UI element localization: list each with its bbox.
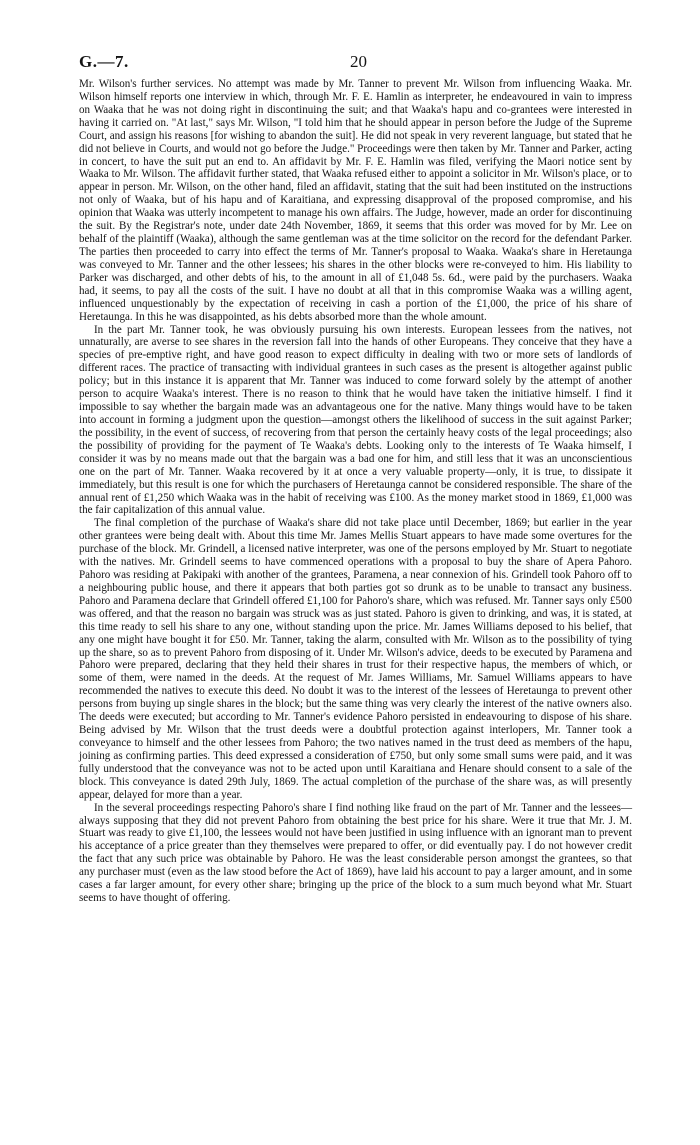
page-header	[79, 52, 632, 78]
paragraph-tanner-interests: In the part Mr. Tanner took, he was obviously pursuing his own interests. European lessees from the natives, not unnaturally, are averse to see shares in the reversion fall into the hands of other Europeans. They conceive that they have a species of pre-emptive right, and have good reason to expect difficulty in dealing with two or more sets of landlords of different races. The practice of transacting with individual grantees in such cases as the present is altogether against public policy; but in this instance it is apparent that Mr. Tanner was induced to come forward solely by the attempt of another person to acquire Waaka's interest. There is no reason to think that he would have taken the initiative himself. I find it impossible to say whether the bargain made was an advantageous one for the native. Many things would have to be taken into account in forming a judgment upon the question—amongst others the likelihood of success in the suit against Parker; the possibility, in the event of success, of recovering from that person the certainly heavy costs of the legal proceedings; also the possibility of providing for the payment of Te Waaka's debts. Looking only to the interests of Te Waaka himself, I consider it was by no means made out that the bargain was a bad one for him, and still less that it was an unconscientious one on the part of Mr. Tanner. Waaka recovered by it at once a very valuable property—only, it is true, to dissipate it immediately, but this result is one for which the purchasers of Heretaunga cannot be considered responsible. The share of the annual rent of £1,250 which Waaka was in the habit of receiving was £100. As the money market stood in 1869, £1,000 was the fair capitalization of this annual value.	[79, 323, 632, 517]
document-reference: G.—7.	[79, 52, 129, 71]
body-text	[79, 78, 632, 905]
paragraph-wilson-services: Mr. Wilson's further services. No attempt was made by Mr. Tanner to prevent Mr. Wilson from influencing Waaka. Mr. Wilson himself reports one interview in which, through Mr. F. E. Hamlin as interpreter, he endeavoured in vain to impress on Waaka that he was not doing right in discontinuing the suit; and that Waaka's hapu and co-grantees were interested in having it carried on. "At last," says Mr. Wilson, "I told him that he should appear in person before the Judge of the Supreme Court, and assign his reasons [for wishing to abandon the suit]. He did not speak in very reverent language, but stated that he did not believe in Courts, and would not go before the Judge." Proceedings were then taken by Mr. Tanner and Parker, acting in concert, to have the suit put an end to. An affidavit by Mr. F. E. Hamlin was filed, verifying the Maori notice sent by Waaka to Mr. Wilson. The affidavit further stated, that Waaka refused either to appoint a solicitor in Mr. Wilson's place, or to appear in person. Mr. Wilson, on the other hand, filed an affidavit, stating that the suit had been instituted on the instructions not only of Waaka, but of his hapu and of Karaitiana, and expressing disapproval of the proposed compromise, and his opinion that Waaka was utterly incompetent to manage his own affairs. The Judge, however, made an order for discontinuing the suit. By the Registrar's note, under date 24th November, 1869, it seems that this order was moved for by Mr. Lee on behalf of the plaintiff (Waaka), although the same gentleman was at the time solicitor on the record for the defendant Parker. The parties then proceeded to carry into effect the terms of Mr. Tanner's proposal to Waaka. Waaka's share in Heretaunga was conveyed to Mr. Tanner and the other lessees; his shares in the other blocks were re-conveyed to him. His liability to Parker was discharged, and other debts of his, to the amount in all of £1,048 5s. 6d., were paid by the purchasers. Waaka had, it seems, to pay all the costs of the suit. I have no doubt at all that in this compromise Waaka was a willing agent, influenced unquestionably by the expectation of receiving in cash a portion of the £1,000, the price of his share of Heretaunga. In this he was disappointed, as his debts absorbed more than the whole amount.	[79, 78, 632, 323]
paragraph-final-completion: The final completion of the purchase of Waaka's share did not take place until December, 1869; but earlier in the year other grantees were being dealt with. About this time Mr. James Mellis Stuart appears to have made some overtures for the purchase of the block. Mr. Grindell, a licensed native interpreter, was one of the persons employed by Mr. Stuart to negotiate with the natives. Mr. Grindell seems to have commenced operations with a proposal to buy the share of Apera Pahoro. Pahoro was residing at Pakipaki with another of the grantees, Paramena, a near connexion of his. Grindell took Pahoro off to a neighbouring public house, and there it appears that both parties got so drunk as to be unable to transact any business. Pahoro and Paramena declare that Grindell offered £1,100 for Pahoro's share, which was refused. Mr. Tanner says only £500 was offered, and that the reason no bargain was struck was as just stated. Pahoro is given to drinking, and was, it is stated, at this time ready to sell his share to any one, without standing upon the price. Mr. James Williams deposed to his belief, that any one might have bought it for £50. Mr. Tanner, taking the alarm, consulted with Mr. Wilson as to the possibility of tying up the share, so as to prevent Pahoro from disposing of it. Under Mr. Wilson's advice, deeds to be executed by Paramena and Pahoro were prepared, declaring that they held their shares in trust for their respective hapus, the members of which, or some of them, were named in the deeds. At the request of Mr. James Williams, Mr. Samuel Williams appears to have recommended the natives to execute this deed. No doubt it was to the interest of the lessees of Heretaunga to prevent other persons from buying up single shares in the block; but the same thing was very clearly the interest of the native owners also. The deeds were executed; but according to Mr. Tanner's evidence Pahoro persisted in endeavouring to dispose of his share. Being advised by Mr. Wilson that the trust deeds were a doubtful protection against interlopers, Mr. Tanner took a conveyance to himself and the other lessees from Pahoro; the two natives named in the trust deed as members of the hapu, joining as confirming parties. This deed expressed a consideration of £750, but only some small sums were paid, and it was fully understood that the conveyance was not to be acted upon until Karaitiana and Henare should consent to a sale of the block. This conveyance is dated 29th July, 1869. The actual completion of the purchase of the share was, as will presently appear, delayed for more than a year.	[79, 517, 632, 801]
paragraph-pahoro-share: In the several proceedings respecting Pahoro's share I find nothing like fraud on the part of Mr. Tanner and the lessees—always supposing that they did not prevent Pahoro from obtaining the best price for his share. Were it true that Mr. J. M. Stuart was ready to give £1,100, the lessees would not have been justified in using influence with an ignorant man to prevent his acceptance of a price greater than they themselves were prepared to offer, or did eventually pay. I do not however credit the fact that any such price was obtainable by Pahoro. He was the least considerable person amongst the grantees, so that any purchaser must (even as the law stood before the Act of 1869), have laid his account to pay a larger amount, and in some cases a far larger amount, for every other share; bringing up the price of the block to a sum much beyond what Mr. Stuart seems to have thought of offering.	[79, 801, 632, 905]
page-number: 20	[350, 52, 367, 71]
